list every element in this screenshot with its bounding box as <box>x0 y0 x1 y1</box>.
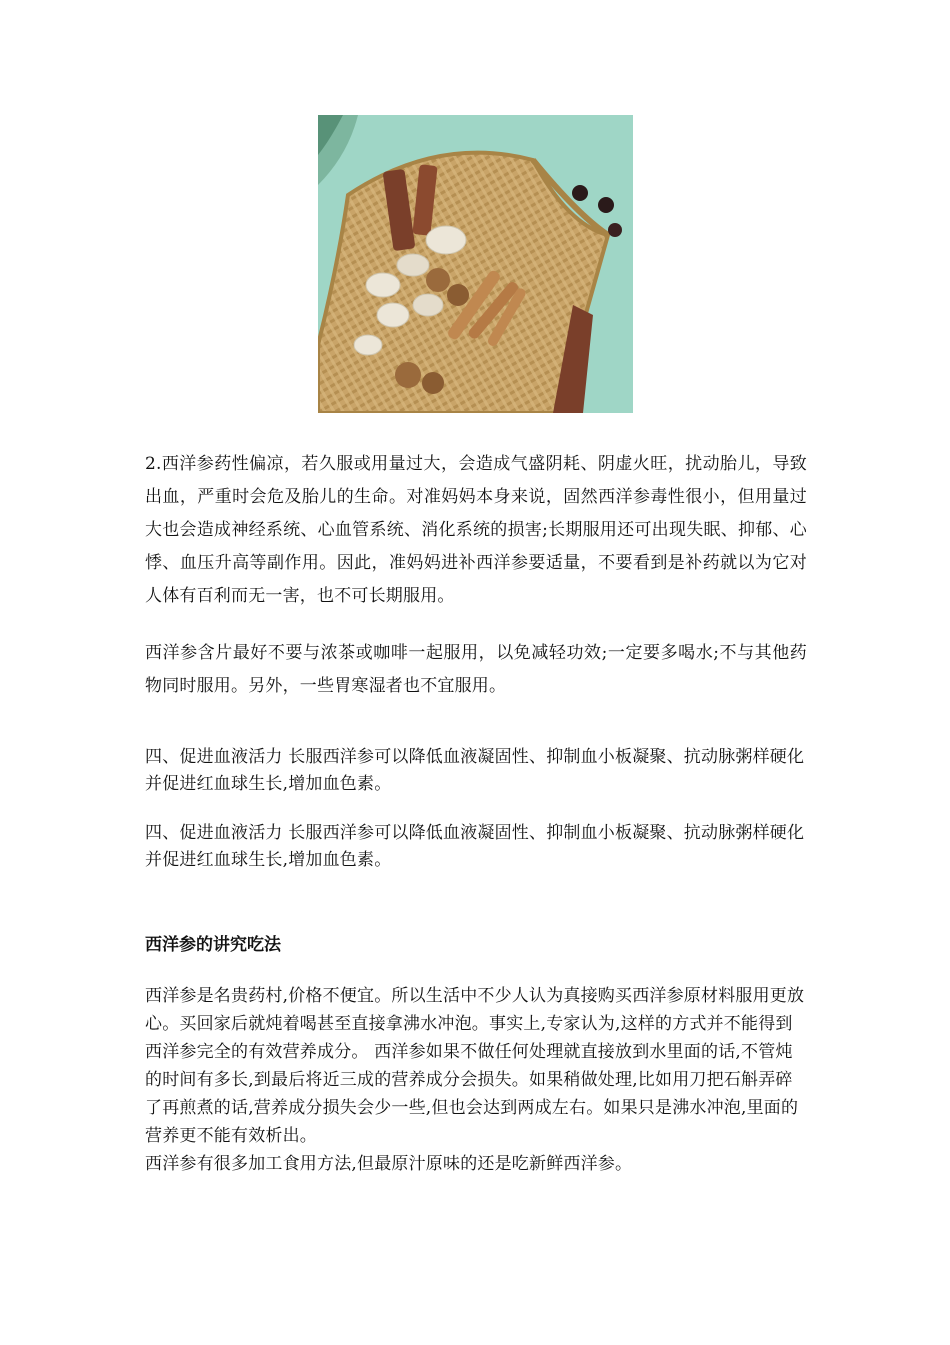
ginseng-slice <box>354 335 382 355</box>
dried-fruit <box>426 268 450 292</box>
ginseng-slice <box>377 303 409 327</box>
paragraph-fresh-ginseng: 西洋参有很多加工食用方法,但最原汁原味的还是吃新鲜西洋参。 <box>145 1154 633 1174</box>
dried-fruit <box>395 362 421 388</box>
paragraph-blood-vitality-repeat: 四、促进血液活力 长服西洋参可以降低血液凝固性、抑制血小板凝聚、抗动脉粥样硬化并促进红血球生长,增加血色素。 <box>145 823 805 870</box>
dried-fruit <box>422 372 444 394</box>
dried-fruit <box>447 284 469 306</box>
herbal-basket-photo <box>318 115 633 413</box>
ginseng-slice <box>426 226 466 254</box>
paragraph-side-effects: 2.西洋参药性偏凉，若久服或用量过大，会造成气盛阴耗、阴虚火旺，扰动胎儿，导致出血，严重时会危及胎儿的生命。对准妈妈本身来说，固然西洋参毒性很小，但用量过大也会造成神经系统、心血管系统、消化系统的损害;长期服用还可出现失眠、抑郁、心悸、血压升高等副作用。因此，准妈妈进补西洋参要适量，不要看到是补药就以为它对人体有百利而无一害，也不可长期服用。 <box>145 454 807 606</box>
ginseng-slice <box>366 273 400 297</box>
paragraph-eating-method: 西洋参是名贵药村,价格不便宜。所以生活中不少人认为真接购买西洋参原材料服用更放心。买回家后就炖着喝甚至直接拿沸水冲泡。事实上,专家认为,这样的方式并不能得到西洋参完全的有效营养成分。 西洋参如果不做任何处理就直接放到水里面的话,不管炖的时间有多长,到最后将近三成的营养成分会损失。如果稍做处理,比如用刀把石斛弄碎了再煎煮的话,营养成分损失会少一些,但也会达到两成左右。如果只是沸水冲泡,里面的营养更不能有效析出。 <box>145 986 805 1146</box>
berry <box>608 223 622 237</box>
berry <box>598 197 614 213</box>
paragraph-blood-vitality: 四、促进血液活力 长服西洋参可以降低血液凝固性、抑制血小板凝聚、抗动脉粥样硬化并促进红血球生长,增加血色素。 <box>145 747 805 794</box>
ginseng-slice <box>397 254 429 276</box>
ginseng-slice <box>413 294 443 316</box>
section-heading: 西洋参的讲究吃法 <box>145 935 281 955</box>
berry <box>572 185 588 201</box>
herbal-basket-illustration <box>318 115 633 413</box>
paragraph-lozenge-advice: 西洋参含片最好不要与浓茶或咖啡一起服用，以免减轻功效;一定要多喝水;不与其他药物同时服用。另外，一些胃寒湿者也不宜服用。 <box>145 643 807 696</box>
